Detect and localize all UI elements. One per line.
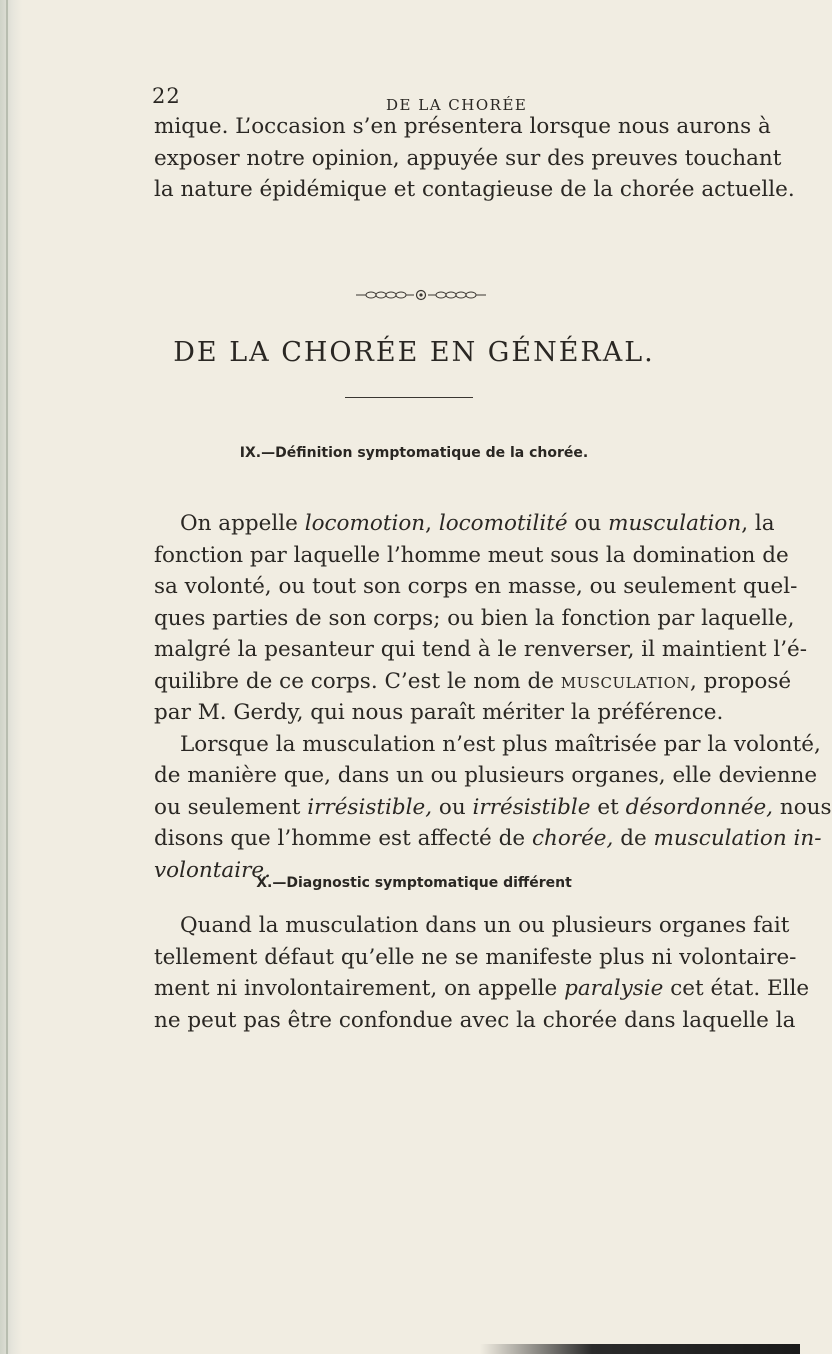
paragraph-3-line: Lorsque la musculation n’est plus maîtrisée par la volonté, bbox=[180, 731, 821, 757]
paragraph-2-line: On appelle locomotion, locomotilité ou musculation, la bbox=[180, 511, 775, 536]
paragraph-1-line: la nature épidémique et contagieuse de la chorée actuelle. bbox=[154, 177, 795, 202]
paragraph-3-line: ou seulement irrésistible, ou irrésistible et désordonnée, nous bbox=[154, 794, 832, 820]
term-locomotilite: locomotilité bbox=[438, 511, 568, 536]
section-title: DE LA CHORÉE EN GÉNÉRAL. bbox=[173, 337, 655, 368]
paragraph-2-line: sa volonté, ou tout son corps en masse, ou seulement quel- bbox=[154, 574, 798, 599]
paragraph-4-line: ne peut pas être confondue avec la chorée dans laquelle la bbox=[154, 1007, 796, 1033]
paragraph-3-line: volontaire. bbox=[154, 857, 271, 883]
paragraph-2-line: fonction par laquelle l’homme meut sous la domination de bbox=[154, 542, 789, 568]
ornament-divider-icon bbox=[356, 289, 486, 301]
term-paralysie: paralysie bbox=[564, 976, 664, 1001]
subheading-diagnostic: X.—Diagnostic symptomatique différent bbox=[256, 875, 572, 891]
binding-line bbox=[6, 0, 8, 1354]
paragraph-1-line: exposer notre opinion, appuyée sur des preuves touchant bbox=[154, 145, 782, 171]
paragraph-3-line: disons que l’homme est affecté de chorée, de musculation in- bbox=[154, 826, 822, 851]
heading-rule bbox=[345, 397, 473, 398]
paragraph-4-line: Quand la musculation dans un ou plusieurs organes fait bbox=[180, 913, 790, 938]
page-binding-edge bbox=[0, 0, 22, 1354]
paragraph-1 bbox=[154, 111, 795, 206]
term-musculation-smallcaps: musculation bbox=[560, 668, 691, 694]
page-number: 22 bbox=[152, 84, 181, 108]
paragraph-2 bbox=[154, 508, 832, 886]
paragraph-2-line: quilibre de ce corps. C’est le nom de musculation, proposé bbox=[154, 668, 792, 694]
running-head: DE LA CHORÉE bbox=[386, 96, 528, 114]
paragraph-2-line: par M. Gerdy, qui nous paraît mériter la préférence. bbox=[154, 700, 724, 725]
subheading-definition: IX.—Définition symptomatique de la chorée. bbox=[239, 445, 589, 461]
bottom-edge-shadow bbox=[480, 1344, 800, 1354]
paragraph-4-line: tellement défaut qu’elle ne se manifeste plus ni volontaire- bbox=[154, 944, 797, 970]
paragraph-4-line: ment ni involontairement, on appelle paralysie cet état. Elle bbox=[154, 976, 810, 1001]
paragraph-1-line: mique. L’occasion s’en présentera lorsque nous aurons à bbox=[154, 114, 771, 139]
paragraph-3-line: de manière que, dans un ou plusieurs organes, elle devienne bbox=[154, 763, 818, 788]
paragraph-4 bbox=[154, 910, 810, 1036]
paragraph-2-line: malgré la pesanteur qui tend à le renverser, il maintient l’é- bbox=[154, 637, 808, 662]
paragraph-2-line: ques parties de son corps; ou bien la fonction par laquelle, bbox=[154, 605, 795, 631]
term-musculation: musculation bbox=[608, 511, 742, 536]
term-locomotion: locomotion bbox=[304, 511, 426, 536]
